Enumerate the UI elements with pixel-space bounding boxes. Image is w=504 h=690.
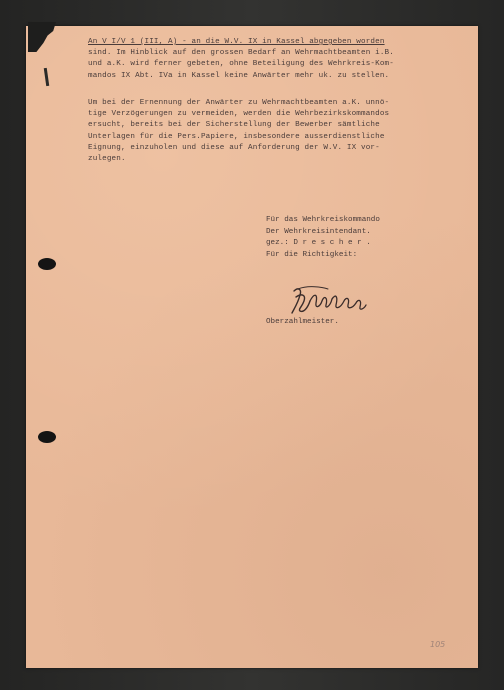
- closing-line-2: Der Wehrkreisintendant.: [266, 227, 371, 236]
- paragraph-2-line-3: ersucht, bereits bei der Sicherstellung der Bewerber sämtliche: [88, 121, 380, 130]
- handwritten-signature: [288, 283, 370, 317]
- closing-block: [266, 215, 380, 261]
- signature-title: Oberzahlmeister.: [266, 318, 339, 326]
- paragraph-2: [88, 98, 470, 165]
- paragraph-2-line-2: tige Verzögerungen zu vermeiden, werden die Wehrbezirkskommandos: [88, 110, 390, 119]
- paragraph-1-line-2: sind. Im Hinblick auf den grossen Bedarf an Wehrmachtbeamten i.B.: [88, 49, 394, 58]
- punch-hole-bottom: [38, 431, 56, 443]
- punch-hole-top: [38, 258, 56, 270]
- closing-line-4: Für die Richtigkeit:: [266, 250, 358, 259]
- folio-number: 105: [430, 640, 446, 649]
- paragraph-2-line-5: Eignung, einzuholen und diese auf Anforderung der W.V. IX vor-: [88, 143, 380, 152]
- paragraph-1-line-4: mandos IX Abt. IVa in Kassel keine Anwärter mehr uk. zu stellen.: [88, 71, 390, 80]
- closing-line-1: Für das Wehrkreiskommando: [266, 216, 380, 224]
- paragraph-1: [88, 37, 470, 82]
- paragraph-2-line-1: Um bei der Ernennung der Anwärter zu Wehrmachtbeamten a.K. unnö-: [88, 99, 390, 107]
- paragraph-2-line-4: Unterlagen für die Pers.Papiere, insbesondere ausserdienstliche: [88, 132, 385, 141]
- paragraph-2-line-6: zulegen.: [88, 155, 126, 164]
- paragraph-1-line-3: und a.K. wird ferner gebeten, ohne Beteiligung des Wehrkreis-Kom-: [88, 60, 394, 69]
- closing-line-3: gez.: D r e s c h e r .: [266, 239, 371, 247]
- paragraph-1-line-1: An V I/V 1 (III, A) - an die W.V. IX in Kassel abgegeben worden: [88, 38, 385, 46]
